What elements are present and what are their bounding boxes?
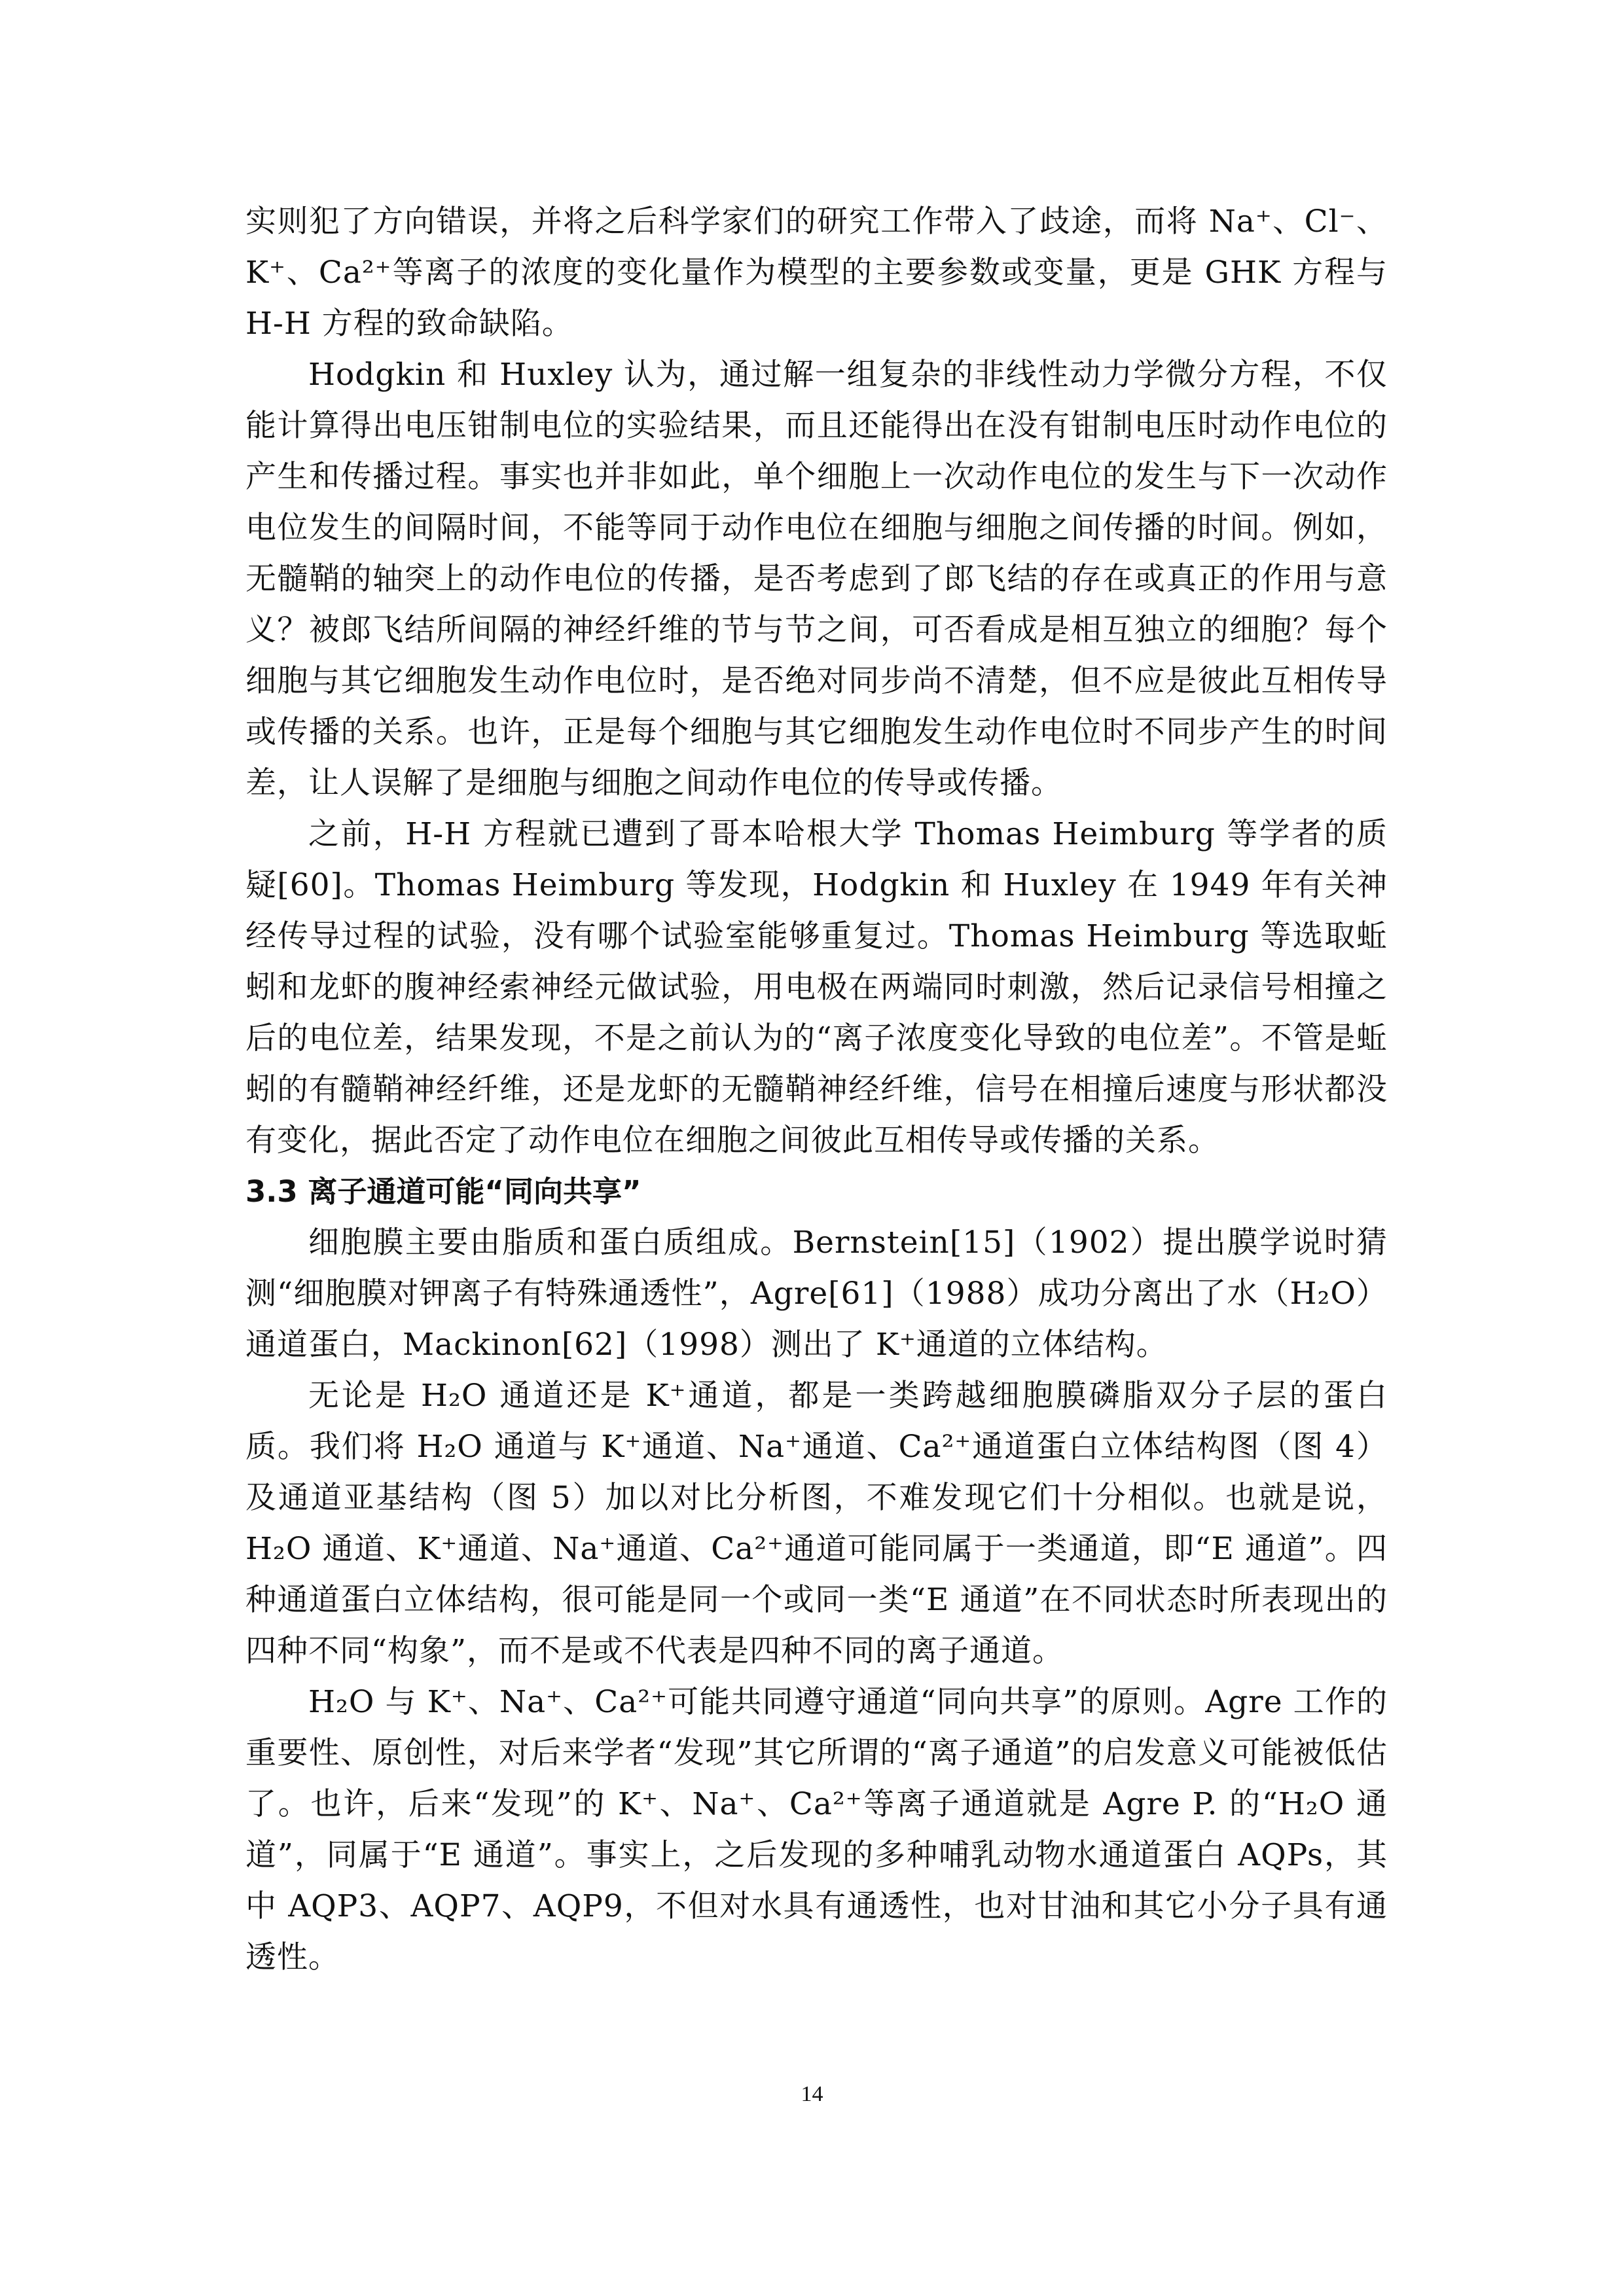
paragraph-shared-channel: H₂O 与 K⁺、Na⁺、Ca²⁺可能共同遵守通道“同向共享”的原则。Agre 工作的重要性、原创性，对后来学者“发现”其它所谓的“离子通道”的启发意义可能被低估了。也许，后来“发现”的 K⁺、Na⁺、Ca²⁺等离子通道就是 Agre P. 的“H₂O 通道”，同属于“E 通道”。事实上，之后发现的多种哺乳动物水通道蛋白 AQPs，其中 AQP3、AQP7、AQP9，不但对水具有通透性，也对甘油和其它小分子具有通透性。 <box>245 1684 1388 1975</box>
paragraph-continuation: 实则犯了方向错误，并将之后科学家们的研究工作带入了歧途，而将 Na⁺、Cl⁻、K⁺、Ca²⁺等离子的浓度的变化量作为模型的主要参数或变量，更是 GHK 方程与 H-H 方程的致命缺陷。 <box>245 204 1388 342</box>
document-body <box>245 196 1388 1983</box>
paragraph-hodgkin-huxley: Hodgkin 和 Huxley 认为，通过解一组复杂的非线性动力学微分方程，不仅能计算得出电压钳制电位的实验结果，而且还能得出在没有钳制电压时动作电位的产生和传播过程。事实也并非如此，单个细胞上一次动作电位的发生与下一次动作电位发生的间隔时间，不能等同于动作电位在细胞与细胞之间传播的时间。例如，无髓鞘的轴突上的动作电位的传播，是否考虑到了郎飞结的存在或真正的作用与意义？被郎飞结所间隔的神经纤维的节与节之间，可否看成是相互独立的细胞？每个细胞与其它细胞发生动作电位时，是否绝对同步尚不清楚，但不应是彼此互相传导或传播的关系。也许，正是每个细胞与其它细胞发生动作电位时不同步产生的时间差，让人误解了是细胞与细胞之间动作电位的传导或传播。 <box>245 357 1388 801</box>
section-heading: 3.3 离子通道可能“同向共享” <box>245 1174 641 1209</box>
page-number: 14 <box>801 2082 823 2106</box>
paragraph-heimburg: 之前，H-H 方程就已遭到了哥本哈根大学 Thomas Heimburg 等学者的质疑[60]。Thomas Heimburg 等发现，Hodgkin 和 Huxley 在 1949 年有关神经传导过程的试验，没有哪个试验室能够重复过。Thomas Heimburg 等选取蚯蚓和龙虾的腹神经索神经元做试验，用电极在两端同时刺激，然后记录信号相撞之后的电位差，结果发现，不是之前认为的“离子浓度变化导致的电位差”。不管是蚯蚓的有髓鞘神经纤维，还是龙虾的无髓鞘神经纤维，信号在相撞后速度与形状都没有变化，据此否定了动作电位在细胞之间彼此互相传导或传播的关系。 <box>245 816 1388 1158</box>
paragraph-channel-comparison: 无论是 H₂O 通道还是 K⁺通道，都是一类跨越细胞膜磷脂双分子层的蛋白质。我们将 H₂O 通道与 K⁺通道、Na⁺通道、Ca²⁺通道蛋白立体结构图（图 4）及通道亚基结构（图 5）加以对比分析图，不难发现它们十分相似。也就是说，H₂O 通道、K⁺通道、Na⁺通道、Ca²⁺通道可能同属于一类通道，即“E 通道”。四种通道蛋白立体结构，很可能是同一个或同一类“E 通道”在不同状态时所表现出的四种不同“构象”，而不是或不代表是四种不同的离子通道。 <box>245 1378 1388 1669</box>
paragraph-cell-membrane: 细胞膜主要由脂质和蛋白质组成。Bernstein[15]（1902）提出膜学说时猜测“细胞膜对钾离子有特殊通透性”，Agre[61]（1988）成功分离出了水（H₂O）通道蛋白，Mackinon[62]（1998）测出了 K⁺通道的立体结构。 <box>245 1225 1388 1363</box>
